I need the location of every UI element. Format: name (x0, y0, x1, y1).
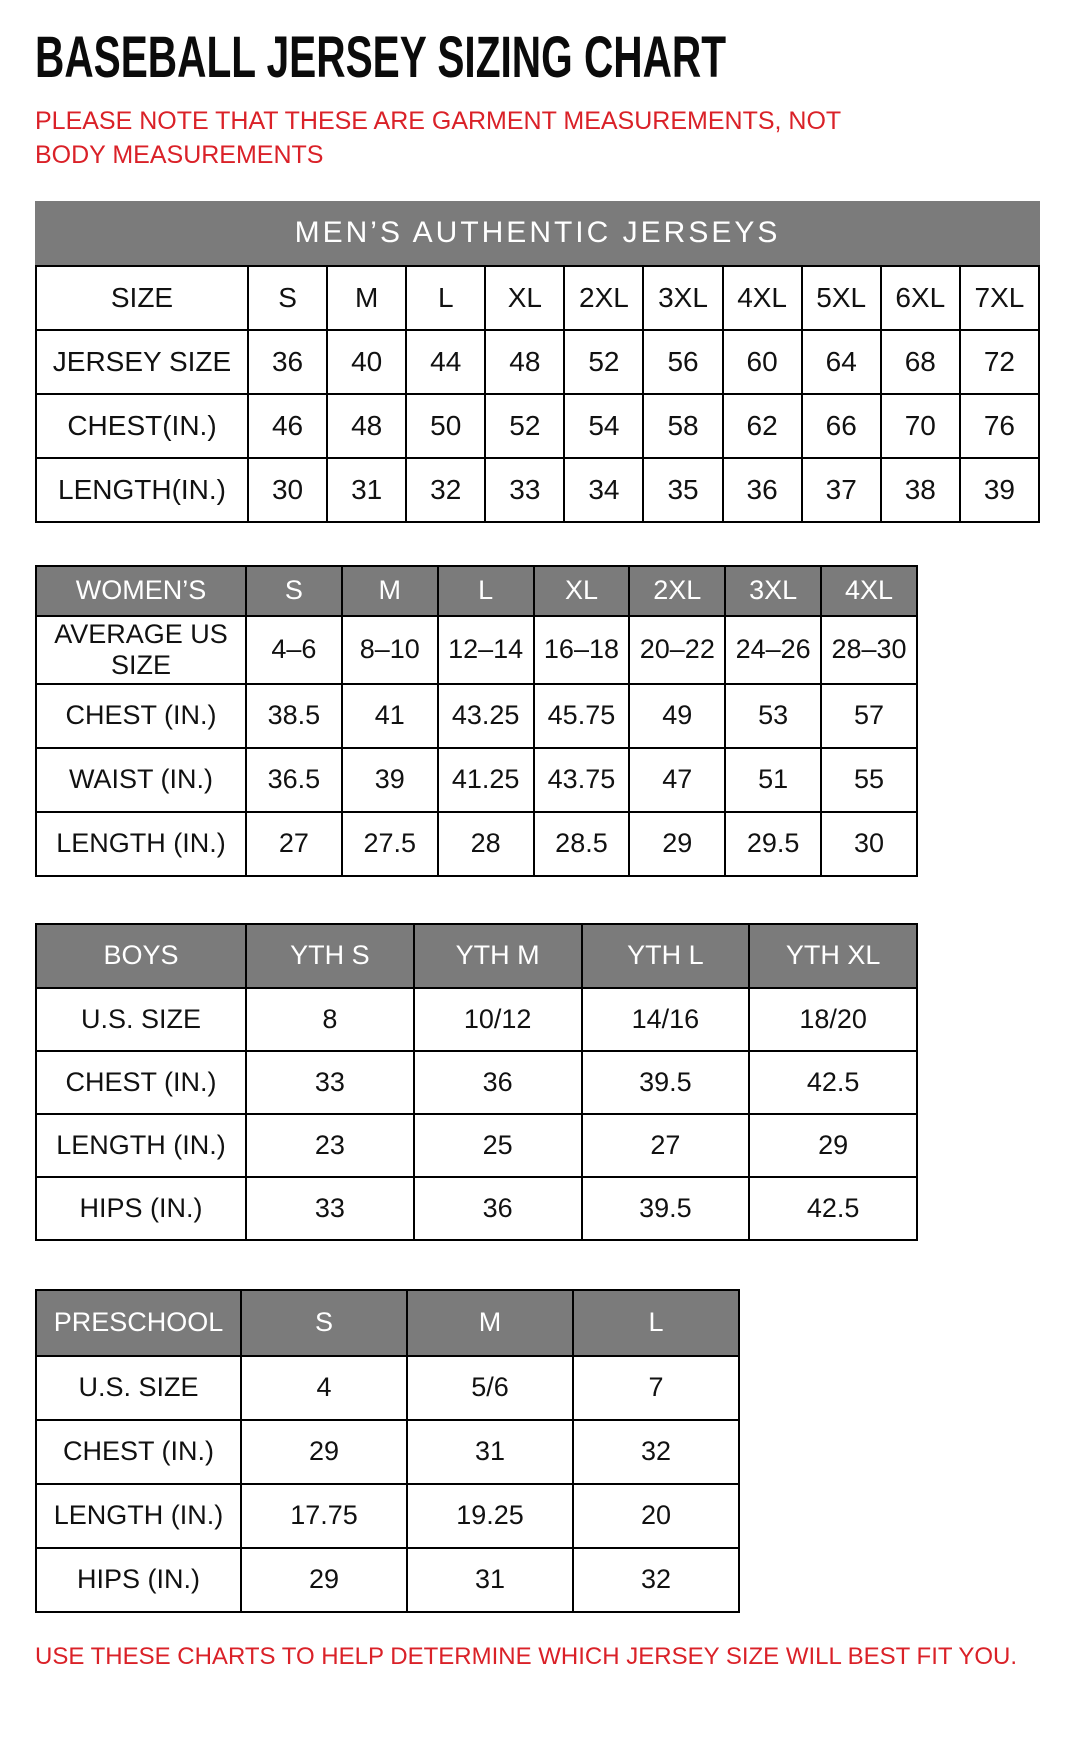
mens-table-section (35, 201, 1042, 523)
table-title-cell: BOYS (36, 924, 246, 988)
size-value: 38 (881, 458, 960, 522)
size-value: 24–26 (725, 616, 821, 684)
column-header: S (246, 566, 342, 616)
size-value: 20–22 (629, 616, 725, 684)
header-row (36, 266, 1039, 330)
size-value: 30 (248, 458, 327, 522)
table-row (36, 1114, 917, 1177)
column-header: M (327, 266, 406, 330)
size-value: 28.5 (534, 812, 630, 876)
row-label: HIPS (IN.) (36, 1548, 241, 1612)
column-header: L (573, 1290, 739, 1356)
row-label: LENGTH(IN.) (36, 458, 248, 522)
column-header: 5XL (802, 266, 881, 330)
size-value: 27 (582, 1114, 750, 1177)
size-value: 31 (407, 1420, 573, 1484)
mens-size-table (35, 265, 1040, 523)
size-value: 23 (246, 1114, 414, 1177)
row-label: CHEST(IN.) (36, 394, 248, 458)
size-value: 4–6 (246, 616, 342, 684)
size-value: 36 (248, 330, 327, 394)
table-row (36, 1356, 739, 1420)
size-value: 41.25 (438, 748, 534, 812)
size-value: 29 (629, 812, 725, 876)
column-header: S (241, 1290, 407, 1356)
size-value: 34 (564, 458, 643, 522)
size-value: 18/20 (749, 988, 917, 1051)
size-value: 43.75 (534, 748, 630, 812)
column-header: 7XL (960, 266, 1039, 330)
row-label: WAIST (IN.) (36, 748, 246, 812)
size-value: 46 (248, 394, 327, 458)
row-label: LENGTH (IN.) (36, 812, 246, 876)
header-row (36, 566, 917, 616)
size-value: 7 (573, 1356, 739, 1420)
size-value: 36 (414, 1051, 582, 1114)
row-label: LENGTH (IN.) (36, 1114, 246, 1177)
column-header: 3XL (643, 266, 722, 330)
column-header: YTH XL (749, 924, 917, 988)
row-label: HIPS (IN.) (36, 1177, 246, 1240)
size-value: 39.5 (582, 1051, 750, 1114)
table-row (36, 812, 917, 876)
size-value: 25 (414, 1114, 582, 1177)
size-value: 64 (802, 330, 881, 394)
table-row (36, 1484, 739, 1548)
size-value: 29 (241, 1548, 407, 1612)
size-value: 16–18 (534, 616, 630, 684)
size-value: 68 (881, 330, 960, 394)
page-title: BASEBALL JERSEY SIZING CHART (35, 25, 727, 90)
size-value: 39.5 (582, 1177, 750, 1240)
column-header: L (406, 266, 485, 330)
column-header: L (438, 566, 534, 616)
size-value: 32 (573, 1548, 739, 1612)
boys-table-section (35, 923, 1042, 1241)
size-value: 32 (573, 1420, 739, 1484)
size-value: 44 (406, 330, 485, 394)
table-row (36, 330, 1039, 394)
size-value: 30 (821, 812, 917, 876)
fit-advice-note: USE THESE CHARTS TO HELP DETERMINE WHICH JERSEY SIZE WILL BEST FIT YOU. (35, 1642, 1018, 1670)
table-row (36, 394, 1039, 458)
boys-size-table (35, 923, 918, 1241)
size-value: 54 (564, 394, 643, 458)
womens-size-table (35, 565, 918, 877)
size-value: 36 (723, 458, 802, 522)
size-value: 66 (802, 394, 881, 458)
size-value: 27.5 (342, 812, 438, 876)
size-value: 56 (643, 330, 722, 394)
size-value: 31 (327, 458, 406, 522)
size-value: 48 (327, 394, 406, 458)
size-value: 33 (246, 1051, 414, 1114)
size-value: 19.25 (407, 1484, 573, 1548)
size-value: 42.5 (749, 1051, 917, 1114)
size-value: 36.5 (246, 748, 342, 812)
womens-table-section (35, 565, 1042, 877)
size-value: 27 (246, 812, 342, 876)
size-value: 72 (960, 330, 1039, 394)
row-label: JERSEY SIZE (36, 330, 248, 394)
size-value: 39 (960, 458, 1039, 522)
header-row (36, 924, 917, 988)
column-header: 4XL (821, 566, 917, 616)
size-value: 42.5 (749, 1177, 917, 1240)
column-header: M (407, 1290, 573, 1356)
size-value: 60 (723, 330, 802, 394)
column-header: 4XL (723, 266, 802, 330)
table-row (36, 616, 917, 684)
size-value: 38.5 (246, 684, 342, 748)
size-value: 49 (629, 684, 725, 748)
column-header: YTH L (582, 924, 750, 988)
size-value: 47 (629, 748, 725, 812)
size-value: 33 (246, 1177, 414, 1240)
size-value: 17.75 (241, 1484, 407, 1548)
column-header: 2XL (564, 266, 643, 330)
size-value: 52 (485, 394, 564, 458)
column-header: 2XL (629, 566, 725, 616)
table-title-cell: WOMEN’S (36, 566, 246, 616)
size-value: 37 (802, 458, 881, 522)
size-value: 36 (414, 1177, 582, 1240)
table-row (36, 458, 1039, 522)
table-row (36, 1548, 739, 1612)
row-label: CHEST (IN.) (36, 1420, 241, 1484)
size-value: 58 (643, 394, 722, 458)
row-label: AVERAGE US SIZE (36, 616, 246, 684)
preschool-table-section (35, 1289, 1042, 1613)
size-value: 4 (241, 1356, 407, 1420)
size-value: 40 (327, 330, 406, 394)
size-value: 8–10 (342, 616, 438, 684)
table-row (36, 1420, 739, 1484)
column-header: YTH M (414, 924, 582, 988)
size-value: 48 (485, 330, 564, 394)
table-title-cell: SIZE (36, 266, 248, 330)
mens-table-banner: MEN’S AUTHENTIC JERSEYS (35, 201, 1040, 265)
column-header: 6XL (881, 266, 960, 330)
row-label: U.S. SIZE (36, 1356, 241, 1420)
column-header: XL (534, 566, 630, 616)
table-row (36, 1177, 917, 1240)
size-value: 14/16 (582, 988, 750, 1051)
column-header: 3XL (725, 566, 821, 616)
size-value: 55 (821, 748, 917, 812)
table-row (36, 748, 917, 812)
size-value: 52 (564, 330, 643, 394)
row-label: LENGTH (IN.) (36, 1484, 241, 1548)
size-value: 51 (725, 748, 821, 812)
size-value: 70 (881, 394, 960, 458)
row-label: U.S. SIZE (36, 988, 246, 1051)
garment-measurements-note: PLEASE NOTE THAT THESE ARE GARMENT MEASUREMENTS, NOT BODY MEASUREMENTS (35, 107, 841, 169)
size-value: 39 (342, 748, 438, 812)
row-label: CHEST (IN.) (36, 1051, 246, 1114)
size-value: 41 (342, 684, 438, 748)
size-value: 8 (246, 988, 414, 1051)
size-value: 35 (643, 458, 722, 522)
size-value: 62 (723, 394, 802, 458)
size-value: 76 (960, 394, 1039, 458)
column-header: YTH S (246, 924, 414, 988)
size-value: 32 (406, 458, 485, 522)
size-value: 28 (438, 812, 534, 876)
column-header: M (342, 566, 438, 616)
size-value: 57 (821, 684, 917, 748)
size-value: 29 (241, 1420, 407, 1484)
size-value: 45.75 (534, 684, 630, 748)
size-value: 29 (749, 1114, 917, 1177)
size-value: 31 (407, 1548, 573, 1612)
size-value: 33 (485, 458, 564, 522)
preschool-size-table (35, 1289, 740, 1613)
size-value: 5/6 (407, 1356, 573, 1420)
size-value: 12–14 (438, 616, 534, 684)
size-value: 43.25 (438, 684, 534, 748)
size-value: 50 (406, 394, 485, 458)
size-value: 20 (573, 1484, 739, 1548)
table-row (36, 684, 917, 748)
size-value: 28–30 (821, 616, 917, 684)
column-header: XL (485, 266, 564, 330)
header-row (36, 1290, 739, 1356)
table-row (36, 1051, 917, 1114)
size-value: 29.5 (725, 812, 821, 876)
table-row (36, 988, 917, 1051)
row-label: CHEST (IN.) (36, 684, 246, 748)
table-title-cell: PRESCHOOL (36, 1290, 241, 1356)
column-header: S (248, 266, 327, 330)
size-value: 10/12 (414, 988, 582, 1051)
size-value: 53 (725, 684, 821, 748)
